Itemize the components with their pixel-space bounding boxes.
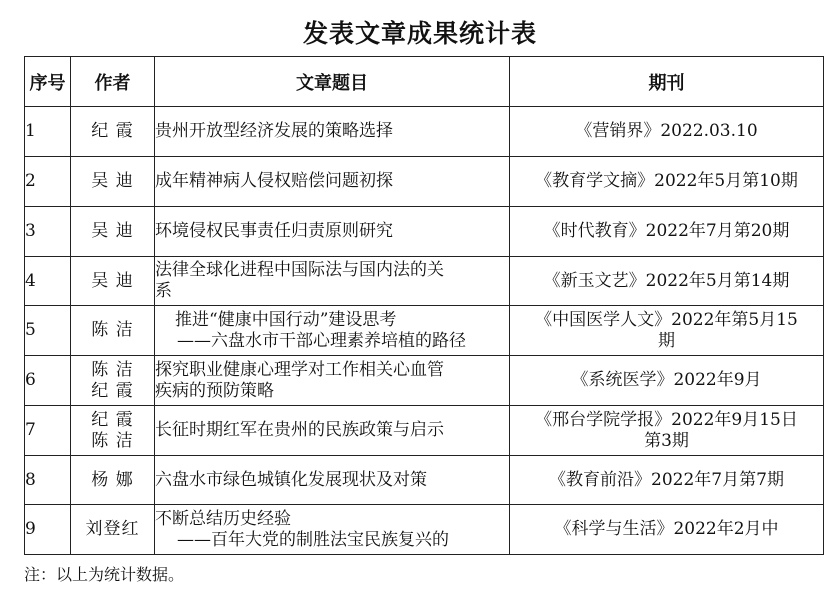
row-journal xyxy=(510,107,824,157)
article-line: 探究职业健康心理学对工作相关心血管 xyxy=(155,359,444,380)
row-author xyxy=(71,406,155,456)
table-title: 发表文章成果统计表 xyxy=(302,19,537,48)
row-author xyxy=(71,257,155,306)
row-index: 6 xyxy=(25,356,71,406)
row-index: 8 xyxy=(25,456,71,505)
row-author xyxy=(71,306,155,356)
author-name: 陈 洁 xyxy=(91,359,134,380)
author-name: 纪 霞 xyxy=(91,121,134,141)
article-line: 贵州开放型经济发展的策略选择 xyxy=(155,121,393,141)
row-article-title xyxy=(155,356,510,406)
row-journal xyxy=(510,257,824,306)
row-article-title xyxy=(155,505,510,555)
row-journal xyxy=(510,406,824,456)
row-journal xyxy=(510,456,824,505)
row-article-title xyxy=(155,456,510,505)
row-author xyxy=(71,107,155,157)
table-row xyxy=(25,505,824,555)
journal-line: 《教育学文摘》2022年5月第10期 xyxy=(535,171,798,191)
author-name: 纪 霞 xyxy=(91,409,134,430)
journal-line: 期 xyxy=(658,330,675,351)
statistics-table xyxy=(24,56,824,555)
journal-line: 《系统医学》2022年9月 xyxy=(571,370,762,390)
article-line: ——六盘水市干部心理素养培植的路径 xyxy=(177,330,466,351)
author-name: 陈 洁 xyxy=(91,320,134,340)
row-journal xyxy=(510,157,824,207)
journal-line: 《时代教育》2022年7月第20期 xyxy=(543,221,790,241)
row-index: 1 xyxy=(25,107,71,157)
table-row xyxy=(25,356,824,406)
table-header-row xyxy=(25,57,824,107)
journal-line: 《营销界》2022.03.10 xyxy=(575,121,758,141)
journal-line: 第3期 xyxy=(644,430,689,451)
table-row xyxy=(25,207,824,257)
row-article-title xyxy=(155,306,510,356)
row-journal xyxy=(510,356,824,406)
row-article-title xyxy=(155,157,510,207)
journal-line: 《科学与生活》2022年2月中 xyxy=(554,519,779,539)
row-article-title xyxy=(155,257,510,306)
article-line: ——百年大党的制胜法宝民族复兴的 xyxy=(177,529,449,550)
row-index: 2 xyxy=(25,157,71,207)
table-row xyxy=(25,456,824,505)
journal-line: 《教育前沿》2022年7月第7期 xyxy=(549,469,784,490)
table-row xyxy=(25,406,824,456)
row-article-title xyxy=(155,107,510,157)
table-row xyxy=(25,107,824,157)
journal-line: 《中国医学人文》2022年第5月15 xyxy=(535,309,798,330)
author-name: 纪 霞 xyxy=(91,380,134,401)
table-row xyxy=(25,257,824,306)
article-line: 不断总结历史经验 xyxy=(155,508,291,529)
row-author xyxy=(71,157,155,207)
article-line: 成年精神病人侵权赔偿问题初探 xyxy=(155,171,393,191)
row-index: 5 xyxy=(25,306,71,356)
article-line: 推进“健康中国行动”建设思考 xyxy=(175,309,397,330)
article-line: 环境侵权民事责任归责原则研究 xyxy=(155,221,393,241)
row-author xyxy=(71,456,155,505)
row-article-title xyxy=(155,207,510,257)
row-index: 3 xyxy=(25,207,71,257)
row-author xyxy=(71,356,155,406)
header-article-title: 文章题目 xyxy=(155,57,510,107)
row-journal xyxy=(510,306,824,356)
article-line: 系 xyxy=(155,281,172,301)
row-author xyxy=(71,207,155,257)
row-index: 9 xyxy=(25,505,71,555)
row-journal xyxy=(510,505,824,555)
header-index: 序号 xyxy=(25,57,71,107)
article-line: 六盘水市绿色城镇化发展现状及对策 xyxy=(155,469,427,490)
journal-line: 《邢台学院学报》2022年9月15日 xyxy=(535,409,798,430)
row-author xyxy=(71,505,155,555)
author-name: 吴 迪 xyxy=(91,221,134,241)
author-name: 刘登红 xyxy=(85,519,140,539)
article-line: 长征时期红军在贵州的民族政策与启示 xyxy=(155,420,444,440)
footnote: 注：以上为统计数据。 xyxy=(24,565,185,584)
table-row xyxy=(25,157,824,207)
article-line: 疾病的预防策略 xyxy=(155,380,274,401)
author-name: 吴 迪 xyxy=(91,270,134,291)
author-name: 杨 娜 xyxy=(91,469,134,490)
journal-line: 《新玉文艺》2022年5月第14期 xyxy=(543,270,790,291)
article-line: 法律全球化进程中国际法与国内法的关 xyxy=(155,260,444,280)
row-journal xyxy=(510,207,824,257)
author-name: 陈 洁 xyxy=(91,430,134,451)
author-name: 吴 迪 xyxy=(91,171,134,191)
row-article-title xyxy=(155,406,510,456)
row-index: 7 xyxy=(25,406,71,456)
header-journal: 期刊 xyxy=(510,57,824,107)
header-author: 作者 xyxy=(71,57,155,107)
row-index: 4 xyxy=(25,257,71,306)
table-row xyxy=(25,306,824,356)
